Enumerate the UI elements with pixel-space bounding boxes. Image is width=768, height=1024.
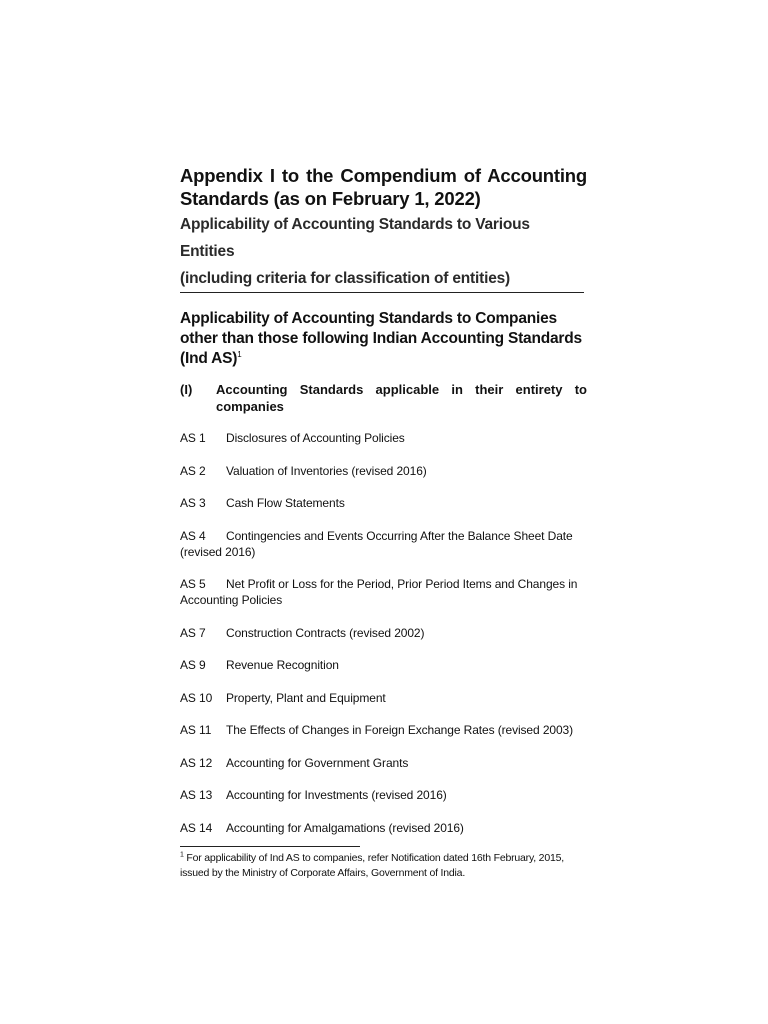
list-item bbox=[180, 657, 587, 673]
standard-title: Accounting for Investments (revised 2016) bbox=[226, 788, 447, 802]
standard-code: AS 13 bbox=[180, 788, 213, 802]
subtitle-block bbox=[180, 211, 584, 293]
standards-list bbox=[180, 430, 587, 836]
standard-code: AS 12 bbox=[180, 755, 213, 770]
standard-title: Cash Flow Statements bbox=[226, 496, 345, 510]
standard-title: Accounting for Government Grants bbox=[226, 755, 409, 770]
list-item bbox=[180, 755, 587, 771]
standard-title: Construction Contracts (revised 2002) bbox=[226, 625, 425, 640]
standard-code: AS 10 bbox=[180, 690, 213, 705]
appendix-title: Appendix I to the Compendium of Accounting Standards (as on February 1, 2022) bbox=[180, 165, 587, 209]
standard-code: AS 4 bbox=[180, 528, 206, 543]
standard-title: Valuation of Inventories (revised 2016) bbox=[226, 463, 427, 478]
standard-title: The Effects of Changes in Foreign Exchange Rates (revised 2003) bbox=[226, 723, 574, 737]
standard-title: Net Profit or Loss for the Period, Prior Period Items and Changes in Accounting Policies bbox=[180, 577, 578, 607]
standard-title: Revenue Recognition bbox=[226, 658, 339, 672]
standard-title: Contingencies and Events Occurring After the Balance Sheet Date (revised 2016) bbox=[180, 528, 573, 559]
subtitle-line-1: Applicability of Accounting Standards to Various Entities bbox=[180, 216, 530, 260]
list-item bbox=[180, 625, 587, 641]
list-item bbox=[180, 787, 587, 803]
list-item bbox=[180, 463, 587, 479]
standard-code: AS 11 bbox=[180, 723, 212, 737]
list-item bbox=[180, 430, 587, 446]
list-item bbox=[180, 820, 587, 836]
standard-code: AS 3 bbox=[180, 496, 206, 510]
standard-title: Property, Plant and Equipment bbox=[226, 690, 386, 705]
footnote-marker: 1 bbox=[180, 851, 184, 859]
list-item bbox=[180, 528, 587, 560]
list-item bbox=[180, 690, 587, 706]
section-heading-text: Applicability of Accounting Standards to Companies other than those following Indian Accounting Standards (Ind AS) bbox=[180, 310, 582, 367]
standard-code: AS 14 bbox=[180, 820, 213, 835]
footnote-text: For applicability of Ind AS to companies, refer Notification dated 16th February, 2015, issued by the Ministry of Corporate Affairs, Government of India. bbox=[180, 852, 564, 879]
sub-heading-number: (I) bbox=[180, 382, 193, 397]
list-item bbox=[180, 495, 587, 511]
document-page bbox=[180, 164, 587, 881]
footnote-reference[interactable]: 1 bbox=[237, 349, 242, 359]
standard-code: AS 1 bbox=[180, 431, 206, 445]
list-item bbox=[180, 722, 587, 738]
section-heading bbox=[180, 309, 587, 369]
list-item bbox=[180, 576, 587, 608]
footnote bbox=[180, 851, 590, 881]
sub-heading bbox=[180, 381, 587, 415]
standard-code: AS 5 bbox=[180, 577, 206, 591]
subtitle-line-2: (including criteria for classification of entities) bbox=[180, 270, 510, 287]
standard-code: AS 2 bbox=[180, 463, 206, 478]
footnote-divider bbox=[180, 846, 360, 847]
sub-heading-text: Accounting Standards applicable in their entirety to companies bbox=[216, 382, 587, 414]
standard-code: AS 7 bbox=[180, 625, 206, 640]
standard-title: Disclosures of Accounting Policies bbox=[226, 431, 405, 445]
standard-title: Accounting for Amalgamations (revised 2016) bbox=[226, 820, 464, 835]
standard-code: AS 9 bbox=[180, 658, 206, 672]
